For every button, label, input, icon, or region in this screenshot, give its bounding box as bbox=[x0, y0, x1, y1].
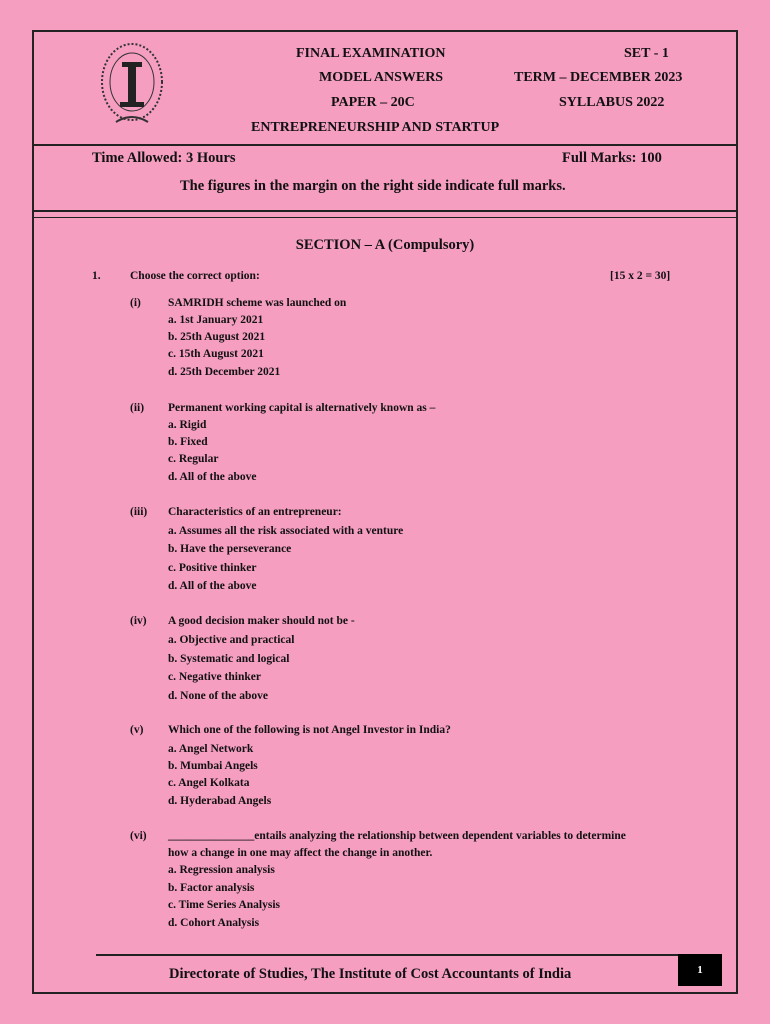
option: a. Rigid bbox=[168, 419, 207, 431]
option: a. Assumes all the risk associated with a venture bbox=[168, 525, 404, 537]
page-frame bbox=[32, 30, 738, 994]
syllabus-label: SYLLABUS 2022 bbox=[559, 95, 665, 110]
option: d. Hyderabad Angels bbox=[168, 795, 272, 807]
sub-question-text: SAMRIDH scheme was launched on bbox=[168, 297, 347, 309]
question-instruction: Choose the correct option: bbox=[130, 270, 260, 282]
question-marks: [15 x 2 = 30] bbox=[610, 270, 671, 282]
option: b. Mumbai Angels bbox=[168, 760, 258, 772]
sub-question-number: (v) bbox=[130, 724, 144, 736]
option: d. Cohort Analysis bbox=[168, 917, 260, 929]
option: d. None of the above bbox=[168, 690, 268, 702]
marks-note: The figures in the margin on the right side indicate full marks. bbox=[180, 178, 566, 194]
sub-question-number: (i) bbox=[130, 297, 141, 309]
option: d. All of the above bbox=[168, 580, 257, 592]
sub-question-number: (iv) bbox=[130, 615, 147, 627]
page-number: 1 bbox=[678, 954, 722, 986]
set-label: SET - 1 bbox=[624, 46, 669, 61]
model-answers-label: MODEL ANSWERS bbox=[319, 70, 444, 85]
option: c. 15th August 2021 bbox=[168, 348, 264, 360]
footer-divider bbox=[96, 954, 722, 956]
sub-question-text: _______________entails analyzing the relationship between dependent variables to determine bbox=[168, 830, 626, 842]
sub-question-number: (iii) bbox=[130, 506, 148, 518]
info-box bbox=[34, 146, 736, 210]
sub-question-number: (ii) bbox=[130, 402, 145, 414]
full-marks: Full Marks: 100 bbox=[562, 150, 662, 166]
institute-logo-icon bbox=[96, 38, 168, 128]
section-title: SECTION – A (Compulsory) bbox=[295, 237, 475, 253]
option: b. Fixed bbox=[168, 436, 208, 448]
paper-label: PAPER – 20C bbox=[331, 95, 415, 110]
option: c. Negative thinker bbox=[168, 671, 261, 683]
option: c. Positive thinker bbox=[168, 562, 257, 574]
sub-question-text: Characteristics of an entrepreneur: bbox=[168, 506, 342, 518]
header-box bbox=[34, 32, 736, 146]
option: a. Objective and practical bbox=[168, 634, 295, 646]
sub-question-text: Which one of the following is not Angel Investor in India? bbox=[168, 724, 451, 736]
sub-question-text: Permanent working capital is alternatively known as – bbox=[168, 402, 436, 414]
option: a. 1st January 2021 bbox=[168, 314, 264, 326]
sub-question-text: A good decision maker should not be - bbox=[168, 615, 355, 627]
exam-title: FINAL EXAMINATION bbox=[296, 46, 446, 61]
option: b. 25th August 2021 bbox=[168, 331, 266, 343]
option: b. Systematic and logical bbox=[168, 653, 290, 665]
option: d. 25th December 2021 bbox=[168, 366, 281, 378]
option: c. Angel Kolkata bbox=[168, 777, 250, 789]
divider bbox=[34, 210, 736, 218]
question-number: 1. bbox=[92, 270, 101, 282]
subject-title: ENTREPRENEURSHIP AND STARTUP bbox=[251, 120, 500, 135]
sub-question-number: (vi) bbox=[130, 830, 147, 842]
option: c. Time Series Analysis bbox=[168, 899, 281, 911]
time-allowed: Time Allowed: 3 Hours bbox=[92, 150, 236, 166]
option: d. All of the above bbox=[168, 471, 257, 483]
option: b. Factor analysis bbox=[168, 882, 255, 894]
option: a. Regression analysis bbox=[168, 864, 275, 876]
option: a. Angel Network bbox=[168, 743, 254, 755]
option: b. Have the perseverance bbox=[168, 543, 292, 555]
footer-text: Directorate of Studies, The Institute of Cost Accountants of India bbox=[169, 966, 572, 982]
term-label: TERM – DECEMBER 2023 bbox=[514, 70, 683, 85]
option: c. Regular bbox=[168, 453, 219, 465]
sub-question-text-continued: how a change in one may affect the change in another. bbox=[168, 847, 433, 859]
